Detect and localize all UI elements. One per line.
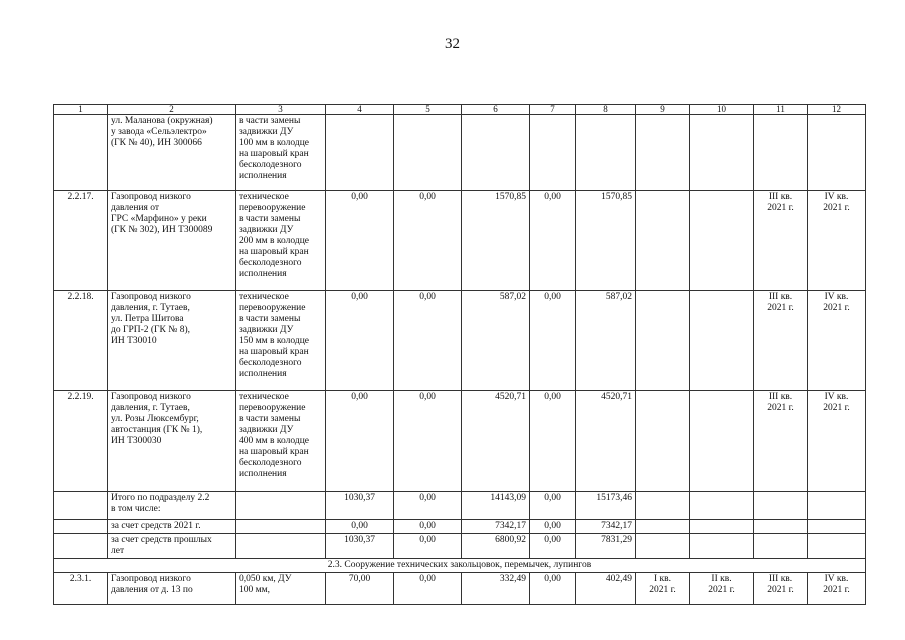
quarter-col-12-line: 2021 г. bbox=[823, 585, 850, 595]
object-name-line: Газопровод низкого bbox=[111, 574, 191, 584]
value-col-4 bbox=[326, 115, 394, 191]
quarter-col-12-line: IV кв. bbox=[824, 392, 849, 402]
value-col-8: 402,49 bbox=[576, 573, 636, 605]
object-name bbox=[108, 191, 236, 291]
work-description-line: исполнения bbox=[239, 469, 287, 479]
quarter-col-11 bbox=[754, 115, 808, 191]
column-number: 12 bbox=[808, 105, 866, 115]
quarter-col-11 bbox=[754, 573, 808, 605]
object-name-line: ИН Т300030 bbox=[111, 436, 162, 446]
work-description bbox=[236, 291, 326, 391]
value-col-8: 4520,71 bbox=[576, 391, 636, 492]
quarter-col-11-line: 2021 г. bbox=[767, 403, 794, 413]
quarter-col-9 bbox=[636, 573, 690, 605]
section-title: 2.3. Сооружение технических закольцовок, перемычек, лупингов bbox=[54, 559, 866, 573]
total-label-line: лет bbox=[111, 546, 125, 556]
table-row bbox=[54, 115, 866, 191]
empty-cell bbox=[690, 534, 754, 559]
value-col-4: 0,00 bbox=[326, 391, 394, 492]
column-number: 8 bbox=[576, 105, 636, 115]
section-row bbox=[54, 559, 866, 573]
object-name-line: автостанция (ГК № 1), bbox=[111, 425, 203, 435]
value-col-6: 14143,09 bbox=[462, 492, 530, 520]
value-col-7 bbox=[530, 115, 576, 191]
value-col-8 bbox=[576, 115, 636, 191]
value-col-10 bbox=[690, 291, 754, 391]
empty-cell bbox=[236, 520, 326, 534]
work-description-line: бесколодезного bbox=[239, 458, 302, 468]
value-col-6 bbox=[462, 115, 530, 191]
quarter-col-12-line: IV кв. bbox=[824, 292, 849, 302]
quarter-col-10-line: 2021 г. bbox=[708, 585, 735, 595]
empty-cell bbox=[808, 492, 866, 520]
table-row bbox=[54, 573, 866, 605]
work-description-line: в части замены bbox=[239, 116, 301, 126]
funds-past-row bbox=[54, 534, 866, 559]
object-name-line: Газопровод низкого bbox=[111, 192, 191, 202]
page-number: 32 bbox=[445, 36, 460, 52]
work-description-line: задвижки ДУ bbox=[239, 127, 294, 137]
value-col-5: 0,00 bbox=[394, 573, 462, 605]
value-col-7: 0,00 bbox=[530, 534, 576, 559]
item-number: 2.2.18. bbox=[54, 291, 108, 391]
quarter-col-9-line: 2021 г. bbox=[649, 585, 676, 595]
quarter-col-12-line: 2021 г. bbox=[823, 203, 850, 213]
value-col-7: 0,00 bbox=[530, 391, 576, 492]
value-col-6: 587,02 bbox=[462, 291, 530, 391]
value-col-7: 0,00 bbox=[530, 291, 576, 391]
value-col-8: 7342,17 bbox=[576, 520, 636, 534]
value-col-6: 332,49 bbox=[462, 573, 530, 605]
empty-cell bbox=[754, 534, 808, 559]
work-description-line: в части замены bbox=[239, 414, 301, 424]
quarter-col-11-line: III кв. bbox=[768, 292, 793, 302]
table-row bbox=[54, 191, 866, 291]
object-name bbox=[108, 573, 236, 605]
work-description-line: исполнения bbox=[239, 369, 287, 379]
total-label bbox=[108, 492, 236, 520]
value-col-10 bbox=[690, 115, 754, 191]
subtotal-row bbox=[54, 492, 866, 520]
column-number: 7 bbox=[530, 105, 576, 115]
object-name-line: ГРС «Марфино» у реки bbox=[111, 214, 207, 224]
work-description bbox=[236, 391, 326, 492]
object-name-line: давления, г. Тутаев, bbox=[111, 403, 190, 413]
empty-cell bbox=[54, 492, 108, 520]
work-description bbox=[236, 573, 326, 605]
work-description-line: исполнения bbox=[239, 269, 287, 279]
object-name-line: у завода «Сельэлектро» bbox=[111, 127, 207, 137]
empty-cell bbox=[808, 520, 866, 534]
work-description-line: техническое bbox=[239, 192, 289, 202]
item-number: 2.2.19. bbox=[54, 391, 108, 492]
column-number: 3 bbox=[236, 105, 326, 115]
value-col-4: 0,00 bbox=[326, 191, 394, 291]
quarter-col-12 bbox=[808, 115, 866, 191]
object-name-line: (ГК № 302), ИН Т300089 bbox=[111, 225, 213, 235]
empty-cell bbox=[690, 492, 754, 520]
object-name-line: давления от д. 13 по bbox=[111, 585, 193, 595]
value-col-7: 0,00 bbox=[530, 191, 576, 291]
empty-cell bbox=[636, 492, 690, 520]
work-description-line: бесколодезного bbox=[239, 258, 302, 268]
quarter-col-12 bbox=[808, 191, 866, 291]
total-label-line: Итого по подразделу 2.2 bbox=[111, 493, 210, 503]
column-number: 10 bbox=[690, 105, 754, 115]
value-col-9 bbox=[636, 115, 690, 191]
value-col-7: 0,00 bbox=[530, 492, 576, 520]
value-col-5: 0,00 bbox=[394, 492, 462, 520]
column-number: 4 bbox=[326, 105, 394, 115]
work-description-line: в части замены bbox=[239, 314, 301, 324]
value-col-8: 1570,85 bbox=[576, 191, 636, 291]
quarter-col-9-line: I кв. bbox=[653, 574, 671, 584]
value-col-5: 0,00 bbox=[394, 391, 462, 492]
funds-2021-row bbox=[54, 520, 866, 534]
object-name-line: ул. Маланова (окружная) bbox=[111, 116, 213, 126]
quarter-col-11-line: III кв. bbox=[768, 392, 793, 402]
total-label: за счет средств 2021 г. bbox=[108, 520, 236, 534]
work-description bbox=[236, 115, 326, 191]
investment-program-table bbox=[53, 104, 866, 605]
table-row bbox=[54, 391, 866, 492]
value-col-8: 587,02 bbox=[576, 291, 636, 391]
total-label bbox=[108, 534, 236, 559]
work-description-line: задвижки ДУ bbox=[239, 425, 294, 435]
work-description-line: на шаровый кран bbox=[239, 247, 309, 257]
work-description-line: задвижки ДУ bbox=[239, 325, 294, 335]
item-number bbox=[54, 115, 108, 191]
value-col-10 bbox=[690, 391, 754, 492]
work-description-line: перевооружение bbox=[239, 403, 306, 413]
value-col-4: 0,00 bbox=[326, 520, 394, 534]
work-description-line: перевооружение bbox=[239, 203, 306, 213]
column-number: 5 bbox=[394, 105, 462, 115]
column-number: 2 bbox=[108, 105, 236, 115]
quarter-col-11 bbox=[754, 191, 808, 291]
empty-cell bbox=[690, 520, 754, 534]
quarter-col-11-line: III кв. bbox=[768, 192, 793, 202]
value-col-6: 4520,71 bbox=[462, 391, 530, 492]
item-number: 2.3.1. bbox=[54, 573, 108, 605]
work-description-line: исполнения bbox=[239, 171, 287, 181]
value-col-10 bbox=[690, 191, 754, 291]
object-name bbox=[108, 391, 236, 492]
value-col-4: 1030,37 bbox=[326, 492, 394, 520]
object-name-line: ул. Розы Люксембург, bbox=[111, 414, 199, 424]
column-number: 11 bbox=[754, 105, 808, 115]
work-description-line: 100 мм, bbox=[239, 585, 271, 595]
work-description-line: на шаровый кран bbox=[239, 149, 309, 159]
object-name-line: давления, г. Тутаев, bbox=[111, 303, 190, 313]
object-name-line: ИН Т30010 bbox=[111, 336, 157, 346]
quarter-col-12 bbox=[808, 391, 866, 492]
header-row bbox=[54, 105, 866, 115]
work-description-line: техническое bbox=[239, 392, 289, 402]
value-col-6: 7342,17 bbox=[462, 520, 530, 534]
work-description-line: на шаровый кран bbox=[239, 447, 309, 457]
quarter-col-11-line: 2021 г. bbox=[767, 203, 794, 213]
value-col-5: 0,00 bbox=[394, 534, 462, 559]
value-col-4: 0,00 bbox=[326, 291, 394, 391]
quarter-col-12 bbox=[808, 291, 866, 391]
work-description-line: в части замены bbox=[239, 214, 301, 224]
quarter-col-11 bbox=[754, 391, 808, 492]
table-row bbox=[54, 291, 866, 391]
column-number: 9 bbox=[636, 105, 690, 115]
object-name bbox=[108, 291, 236, 391]
quarter-col-11-line: 2021 г. bbox=[767, 303, 794, 313]
value-col-5: 0,00 bbox=[394, 291, 462, 391]
empty-cell bbox=[636, 534, 690, 559]
total-label-line: за счет средств прошлых bbox=[111, 535, 212, 545]
work-description-line: 400 мм в колодце bbox=[239, 436, 309, 446]
item-number: 2.2.17. bbox=[54, 191, 108, 291]
value-col-5: 0,00 bbox=[394, 520, 462, 534]
work-description-line: бесколодезного bbox=[239, 358, 302, 368]
object-name bbox=[108, 115, 236, 191]
work-description-line: на шаровый кран bbox=[239, 347, 309, 357]
column-number: 6 bbox=[462, 105, 530, 115]
work-description-line: задвижки ДУ bbox=[239, 225, 294, 235]
quarter-col-12-line: IV кв. bbox=[824, 192, 849, 202]
quarter-col-12-line: 2021 г. bbox=[823, 303, 850, 313]
total-label-line: в том числе: bbox=[111, 504, 161, 514]
value-col-4: 1030,37 bbox=[326, 534, 394, 559]
quarter-col-12 bbox=[808, 573, 866, 605]
value-col-9 bbox=[636, 191, 690, 291]
column-number: 1 bbox=[54, 105, 108, 115]
value-col-7: 0,00 bbox=[530, 573, 576, 605]
empty-cell bbox=[54, 534, 108, 559]
empty-cell bbox=[636, 520, 690, 534]
work-description-line: 0,050 км, ДУ bbox=[239, 574, 292, 584]
work-description-line: техническое bbox=[239, 292, 289, 302]
value-col-6: 6800,92 bbox=[462, 534, 530, 559]
empty-cell bbox=[236, 534, 326, 559]
value-col-8: 7831,29 bbox=[576, 534, 636, 559]
quarter-col-10 bbox=[690, 573, 754, 605]
empty-cell bbox=[54, 520, 108, 534]
quarter-col-11-line: III кв. bbox=[768, 574, 793, 584]
empty-cell bbox=[754, 520, 808, 534]
object-name-line: до ГРП-2 (ГК № 8), bbox=[111, 325, 190, 335]
work-description-line: 100 мм в колодце bbox=[239, 138, 309, 148]
empty-cell bbox=[808, 534, 866, 559]
quarter-col-12-line: IV кв. bbox=[824, 574, 849, 584]
value-col-6: 1570,85 bbox=[462, 191, 530, 291]
value-col-5 bbox=[394, 115, 462, 191]
quarter-col-11-line: 2021 г. bbox=[767, 585, 794, 595]
quarter-col-10-line: II кв. bbox=[711, 574, 732, 584]
value-col-9 bbox=[636, 391, 690, 492]
work-description bbox=[236, 191, 326, 291]
value-col-7: 0,00 bbox=[530, 520, 576, 534]
work-description-line: 150 мм в колодце bbox=[239, 336, 309, 346]
object-name-line: ул. Петра Шитова bbox=[111, 314, 184, 324]
work-description-line: бесколодезного bbox=[239, 160, 302, 170]
object-name-line: (ГК № 40), ИН 300066 bbox=[111, 138, 202, 148]
quarter-col-12-line: 2021 г. bbox=[823, 403, 850, 413]
value-col-4: 70,00 bbox=[326, 573, 394, 605]
value-col-8: 15173,46 bbox=[576, 492, 636, 520]
work-description-line: перевооружение bbox=[239, 303, 306, 313]
object-name-line: давления от bbox=[111, 203, 160, 213]
work-description-line: 200 мм в колодце bbox=[239, 236, 309, 246]
object-name-line: Газопровод низкого bbox=[111, 392, 191, 402]
object-name-line: Газопровод низкого bbox=[111, 292, 191, 302]
quarter-col-11 bbox=[754, 291, 808, 391]
empty-cell bbox=[236, 492, 326, 520]
value-col-5: 0,00 bbox=[394, 191, 462, 291]
value-col-9 bbox=[636, 291, 690, 391]
empty-cell bbox=[754, 492, 808, 520]
